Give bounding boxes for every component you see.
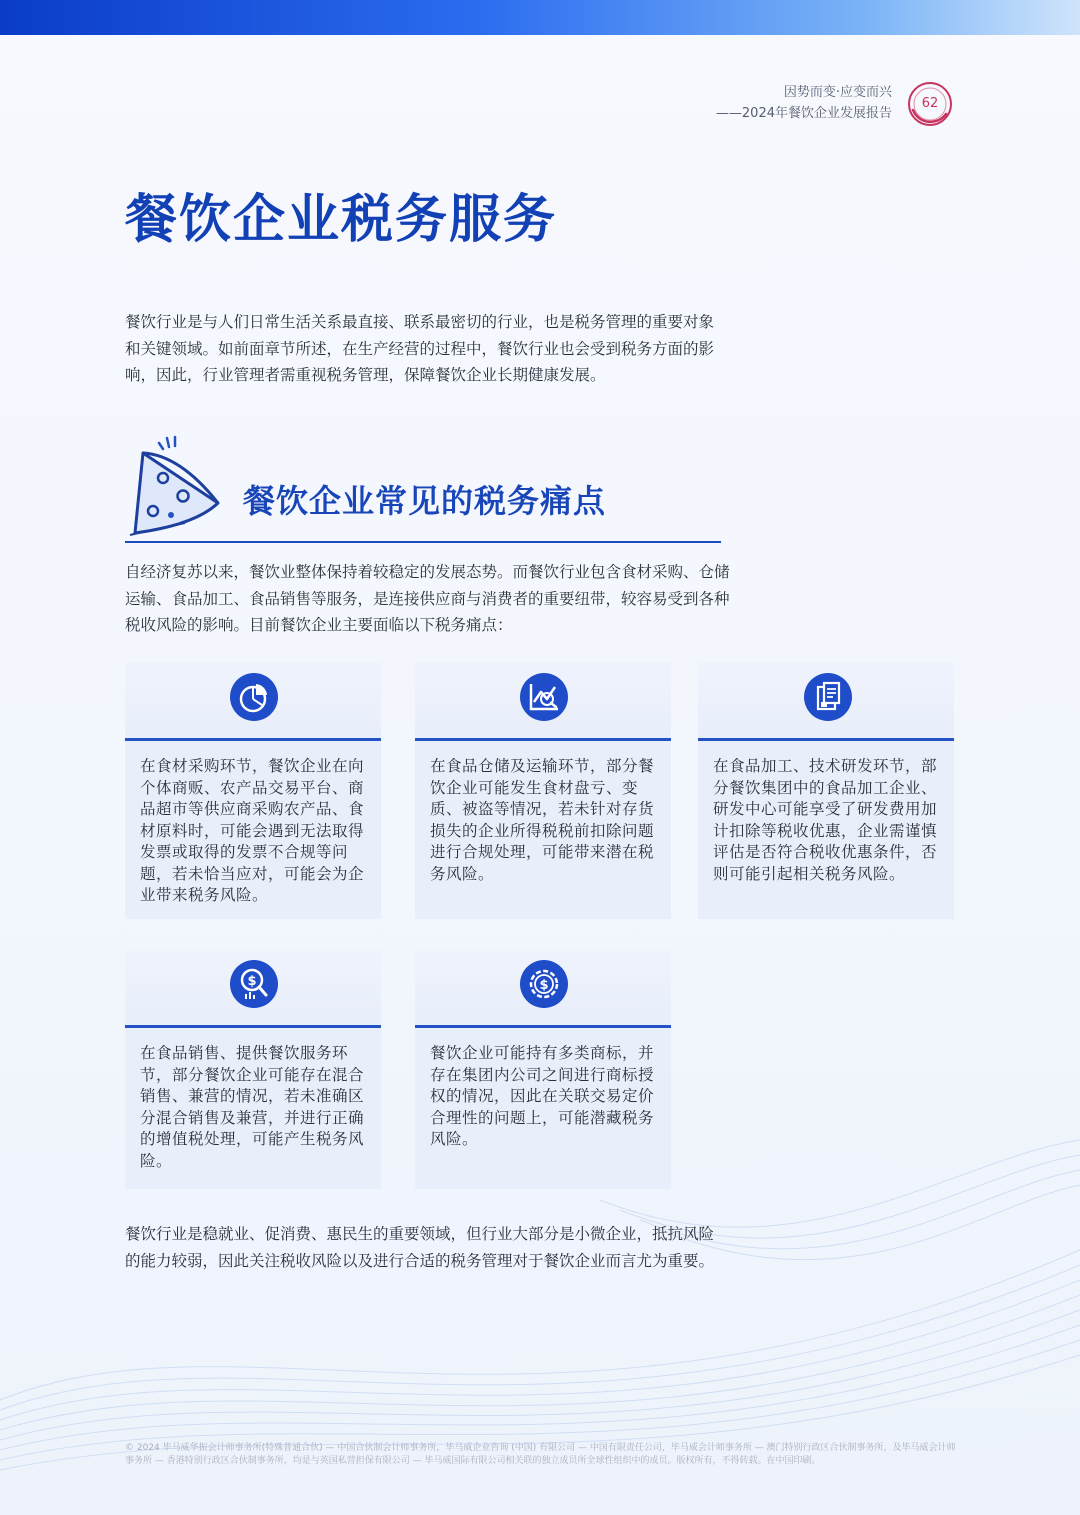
dollar-gear-icon [519,959,569,1009]
card-accent-line [698,738,954,741]
pain-point-card-procurement [125,662,381,919]
card-accent-line [415,1025,671,1028]
pizza-slice-icon [125,433,225,538]
card-text: 在食材采购环节，餐饮企业在向个体商贩、农产品交易平台、商品超市等供应商采购农产品、食材原料时，可能会遇到无法取得发票或取得的发票不合规等问题，若未恰当应对，可能会为企业带来税务风险。 [140,757,365,904]
page-number: 62 [921,96,939,111]
page-title: 餐饮企业税务服务 [125,190,558,250]
line-chart-icon [519,672,569,722]
card-accent-line [125,1025,381,1028]
section-title: 餐饮企业常见的税务痛点 [243,482,607,520]
card-accent-line [415,738,671,741]
pie-chart-icon [229,672,279,722]
section-divider [125,541,721,543]
dollar-search-icon [229,959,279,1009]
card-accent-line [125,738,381,741]
section-lead-paragraph: 自经济复苏以来，餐饮业整体保持着较稳定的发展态势。而餐饮行业包含食材采购、仓储运输、食品加工、食品销售等服务，是连接供应商与消费者的重要纽带，较容易受到各种税收风险的影响。目前餐饮企业主要面临以下税务痛点： [125,563,730,634]
conclusion-paragraph: 餐饮行业是稳就业、促消费、惠民生的重要领域，但行业大部分是小微企业，抵抗风险的能力较弱，因此关注税收风险以及进行合适的税务管理对于餐饮企业而言尤为重要。 [125,1225,715,1270]
copyright-footer: © 2024 毕马威华振会计师事务所(特殊普通合伙) — 中国合伙制会计师事务所，毕马威企业咨询 (中国) 有限公司 — 中国有限责任公司，毕马威会计师事务所 — 澳门特别行政区合伙制事务所，及毕马威会计师事务所 — 香港特别行政区合伙制事务所，均是与英国私营担保有限公司 — 毕马威国际有限公司相关联的独立成员所全球性组织中的成员。版权所有，不得转载。在中国印刷。 [125,1443,956,1466]
report-header-line2: ——2024年餐饮企业发展报告 [715,106,892,121]
document-icon [803,672,853,722]
card-text: 在食品仓储及运输环节，部分餐饮企业可能发生食材盘亏、变质、被盗等情况，若未针对存货损失的企业所得税税前扣除问题进行合规处理，可能带来潜在税务风险。 [430,757,655,883]
report-header [716,82,892,124]
card-text: 在食品加工、技术研发环节，部分餐饮集团中的食品加工企业、研发中心可能享受了研发费用加计扣除等税收优惠，企业需谨慎评估是否符合税收优惠条件，否则可能引起相关税务风险。 [713,757,938,883]
top-banner-bar [0,0,1080,35]
pain-point-card-storage [415,662,671,919]
card-text: 餐饮企业可能持有多类商标，并存在集团内公司之间进行商标授权的情况，因此在关联交易定价合理性的问题上，可能潜藏税务风险。 [430,1044,655,1148]
card-text: 在食品销售、提供餐饮服务环节，部分餐饮企业可能存在混合销售、兼营的情况，若未准确区分混合销售及兼营，并进行正确的增值税处理，可能产生税务风险。 [140,1044,365,1170]
report-header-line1: 因势而变·应变而兴 [783,85,892,100]
svg-text:$: $ [539,978,549,993]
svg-text:$: $ [247,974,257,989]
intro-paragraph: 餐饮行业是与人们日常生活关系最直接、联系最密切的行业，也是税务管理的重要对象和关键领域。如前面章节所述，在生产经营的过程中，餐饮行业也会受到税务方面的影响，因此，行业管理者需重视税务管理，保障餐饮企业长期健康发展。 [125,313,715,384]
pain-point-card-processing [698,662,954,919]
